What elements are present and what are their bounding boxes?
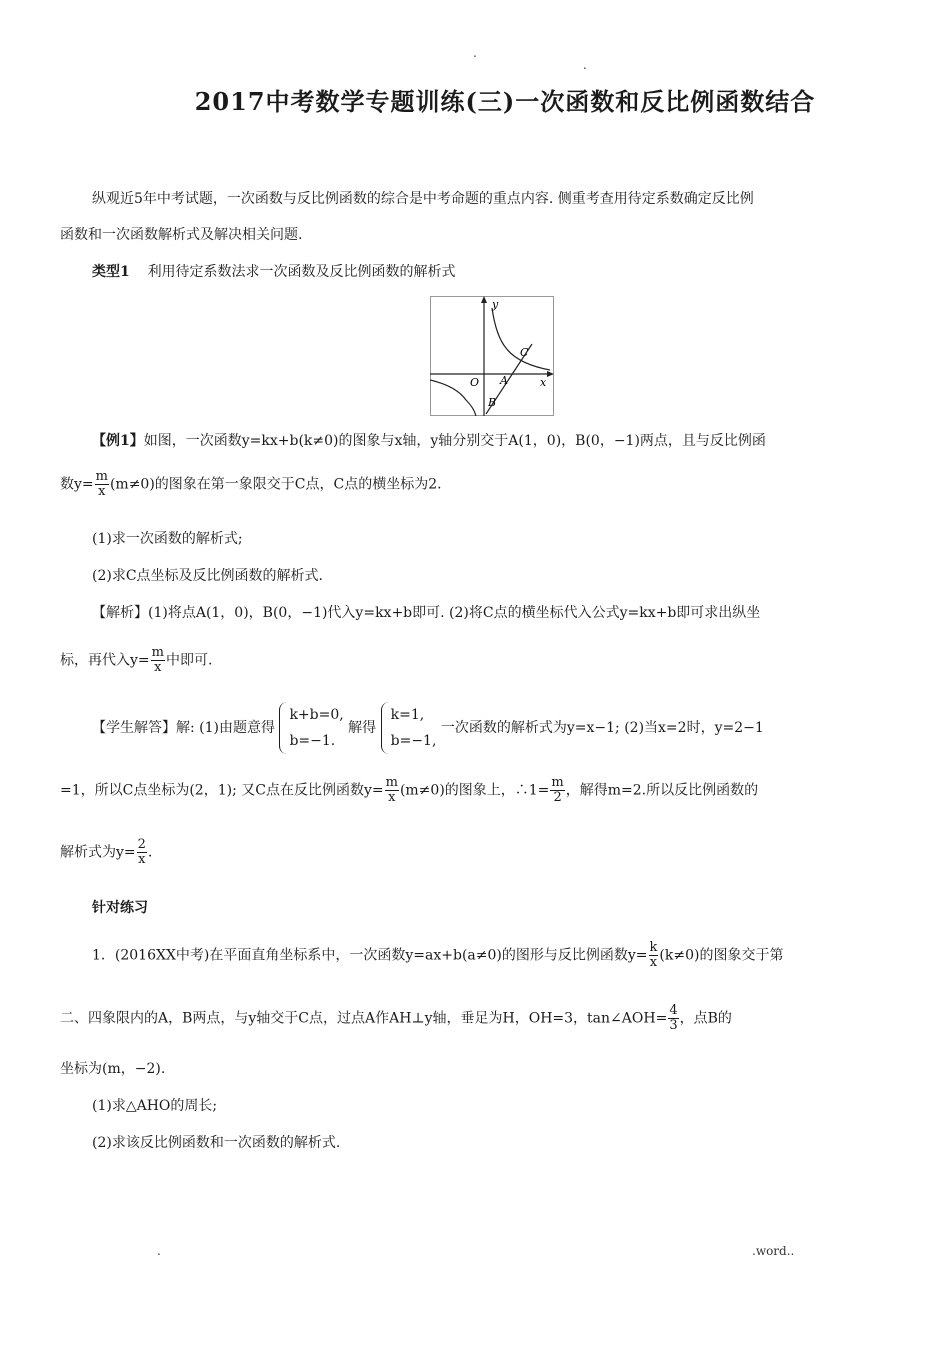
- point-b-label: B: [488, 396, 497, 409]
- example1-question-1: (1)求一次函数的解析式;: [92, 531, 243, 547]
- solution-text-post: 一次函数的解析式为y=x−1; (2)当x=2时，y=2−1: [440, 720, 764, 736]
- header-dot-left: .: [473, 46, 477, 60]
- analysis-line-2: [60, 646, 212, 675]
- solution-text-2a: =1，所以C点坐标为(2，1); 又C点在反比例函数y=: [60, 782, 384, 799]
- solution-text-mid: 解得: [348, 720, 377, 736]
- origin-label: O: [470, 376, 480, 389]
- solution-line-1: [92, 702, 764, 754]
- practice-1-line-1: [92, 941, 783, 970]
- example1-label: 【例1】: [92, 433, 144, 449]
- practice-1-text-1a: 1．(2016XX中考)在平面直角坐标系中，一次函数y=ax+b(a≠0)的图形与反比例函数y=: [92, 947, 648, 964]
- solution-line-3: [60, 838, 152, 867]
- equation-system-1: k+b=0, b=−1.: [279, 702, 343, 754]
- point-c-label: C: [520, 346, 529, 359]
- example1-question-2: (2)求C点坐标及反比例函数的解析式.: [92, 568, 323, 584]
- analysis-text-2b: 中即可.: [165, 652, 213, 669]
- fraction-k-over-x: $\frac{k}{x}$: [649, 940, 658, 970]
- analysis-label: 【解析】: [92, 605, 148, 621]
- intro-line-1: 纵观近5年中考试题，一次函数与反比例函数的综合是中考命题的重点内容. 侧重考查用待定系数确定反比例: [92, 191, 754, 207]
- practice-question-1: (1)求△AHO的周长;: [92, 1098, 218, 1114]
- example1-text-1: 如图，一次函数y=kx+b(k≠0)的图象与x轴，y轴分别交于A(1，0)，B(0，−1)两点，且与反比例函: [143, 433, 766, 449]
- point-a-label: A: [500, 374, 508, 387]
- equation-system-2: k=1, b=−1,: [381, 702, 437, 754]
- type1-text: 利用待定系数法求一次函数及反比例函数的解析式: [147, 264, 456, 280]
- solution-text-2c: ，解得m=2.所以反比例函数的: [565, 782, 759, 799]
- footer-word-mark: .word..: [752, 1244, 795, 1258]
- fraction-m-over-x: $\frac{m}{x}$: [95, 469, 108, 499]
- practice-question-2: (2)求该反比例函数和一次函数的解析式.: [92, 1135, 341, 1151]
- practice-1-line-3: 坐标为(m，−2).: [60, 1061, 166, 1077]
- analysis-text-2a: 标，再代入y=: [60, 652, 150, 669]
- type1-heading: [92, 262, 456, 282]
- header-dot-right: .: [583, 58, 587, 72]
- fraction-m-over-x: $\frac{m}{x}$: [151, 645, 164, 675]
- practice-1-text-2a: 二、四象限内的A，B两点，与y轴交于C点，过点A作AH⊥y轴，垂足为H，OH=3，tan∠AOH=: [60, 1010, 668, 1027]
- intro-line-2: 函数和一次函数解析式及解决相关问题.: [60, 227, 303, 243]
- analysis-text-1: (1)将点A(1，0)，B(0，−1)代入y=kx+b即可. (2)将C点的横坐标代入公式y=kx+b即可求出纵坐: [148, 605, 761, 621]
- example1-text-2b: (m≠0)的图象在第一象限交于C点，C点的横坐标为2.: [109, 476, 442, 493]
- fraction-2-over-x: $\frac{2}{x}$: [137, 837, 146, 867]
- function-graph-figure: [430, 296, 554, 416]
- fraction-m-over-x: $\frac{m}{x}$: [385, 775, 398, 805]
- solution-text-pre: 解: (1)由题意得: [176, 720, 275, 736]
- y-axis-label: y: [492, 298, 499, 311]
- practice-1-text-2b: ，点B的: [679, 1010, 732, 1027]
- fraction-4-over-3: $\frac{4}{3}$: [669, 1003, 678, 1033]
- practice-heading: 针对练习: [92, 900, 148, 916]
- solution-label: 【学生解答】: [92, 720, 176, 736]
- page-title: 2017中考数学专题训练(三)一次函数和反比例函数结合: [194, 87, 816, 116]
- solution-text-2b: (m≠0)的图象上，∴1=: [399, 782, 550, 799]
- practice-1-line-2: [60, 1004, 732, 1033]
- example1-line-2: [60, 470, 442, 499]
- solution-line-2: [60, 776, 758, 805]
- fraction-m-over-2: $\frac{m}{2}$: [551, 775, 564, 805]
- solution-text-3a: 解析式为y=: [60, 844, 136, 861]
- practice-1-text-1b: (k≠0)的图象交于第: [659, 947, 784, 964]
- solution-text-3b: .: [147, 844, 153, 861]
- footer-dot-left: .: [157, 1244, 161, 1258]
- type1-label: 类型1: [92, 264, 130, 280]
- example1-text-2a: 数y=: [60, 476, 94, 493]
- x-axis-label: x: [540, 376, 547, 389]
- example1-line-1: [92, 431, 766, 451]
- analysis-line-1: [92, 603, 760, 623]
